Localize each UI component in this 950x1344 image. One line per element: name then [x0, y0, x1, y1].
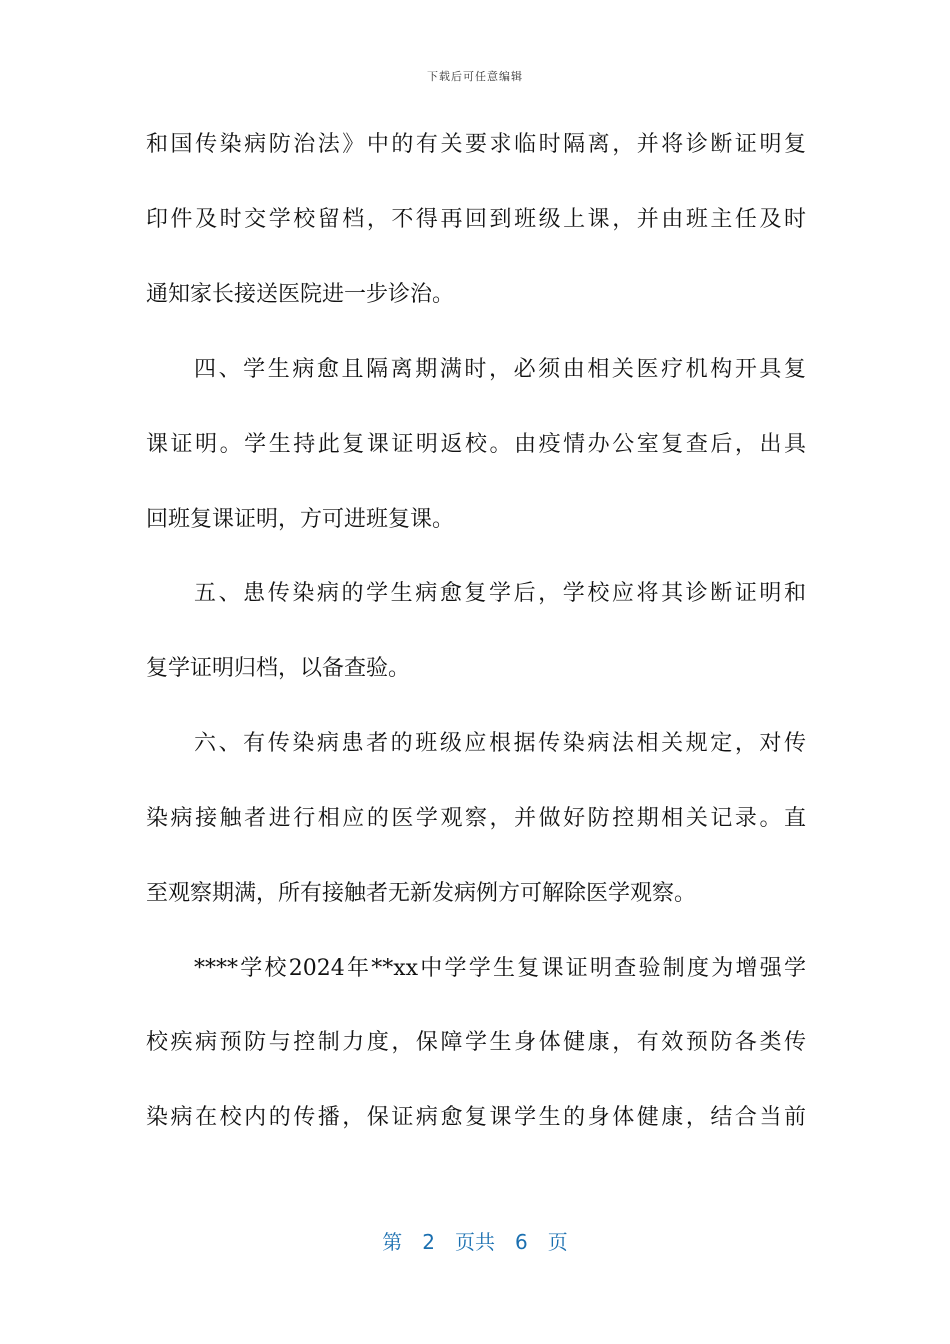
header-note: 下载后可任意编辑 [427, 70, 523, 83]
paragraph-first-line: 六、有传染病患者的班级应根据传染病法相关规定，对传 [194, 731, 806, 756]
text-line: 通知家长接送医院进一步诊治。 [146, 282, 455, 307]
text-line: 回班复课证明，方可进班复课。 [146, 507, 455, 532]
paragraph-first-line: ****学校2024年**xx中学学生复课证明查验制度为增强学 [194, 956, 806, 981]
text-line: 染病接触者进行相应的医学观察，并做好防控期相关记录。直 [146, 806, 806, 831]
page-label-mid: 页共 [455, 1230, 495, 1254]
text-line: 校疾病预防与控制力度，保障学生身体健康，有效预防各类传 [146, 1030, 806, 1055]
text-line: 印件及时交学校留档，不得再回到班级上课，并由班主任及时 [146, 207, 806, 232]
text-line: 至观察期满，所有接触者无新发病例方可解除医学观察。 [146, 881, 697, 906]
page-number: 2 [422, 1230, 435, 1254]
page-footer [0, 1226, 950, 1255]
page-label-pre: 第 [382, 1230, 403, 1254]
paragraph-first-line: 五、患传染病的学生病愈复学后，学校应将其诊断证明和 [194, 581, 806, 606]
paragraph-first-line: 四、学生病愈且隔离期满时，必须由相关医疗机构开具复 [194, 357, 806, 382]
text-line: 和国传染病防治法》中的有关要求临时隔离，并将诊断证明复 [146, 132, 806, 157]
text-line: 课证明。学生持此复课证明返校。由疫情办公室复查后，出具 [146, 432, 806, 457]
text-line: 复学证明归档，以备查验。 [146, 656, 411, 681]
text-line: 染病在校内的传播，保证病愈复课学生的身体健康，结合当前 [146, 1105, 806, 1130]
page-total: 6 [515, 1230, 528, 1254]
page-label-post: 页 [547, 1230, 568, 1254]
